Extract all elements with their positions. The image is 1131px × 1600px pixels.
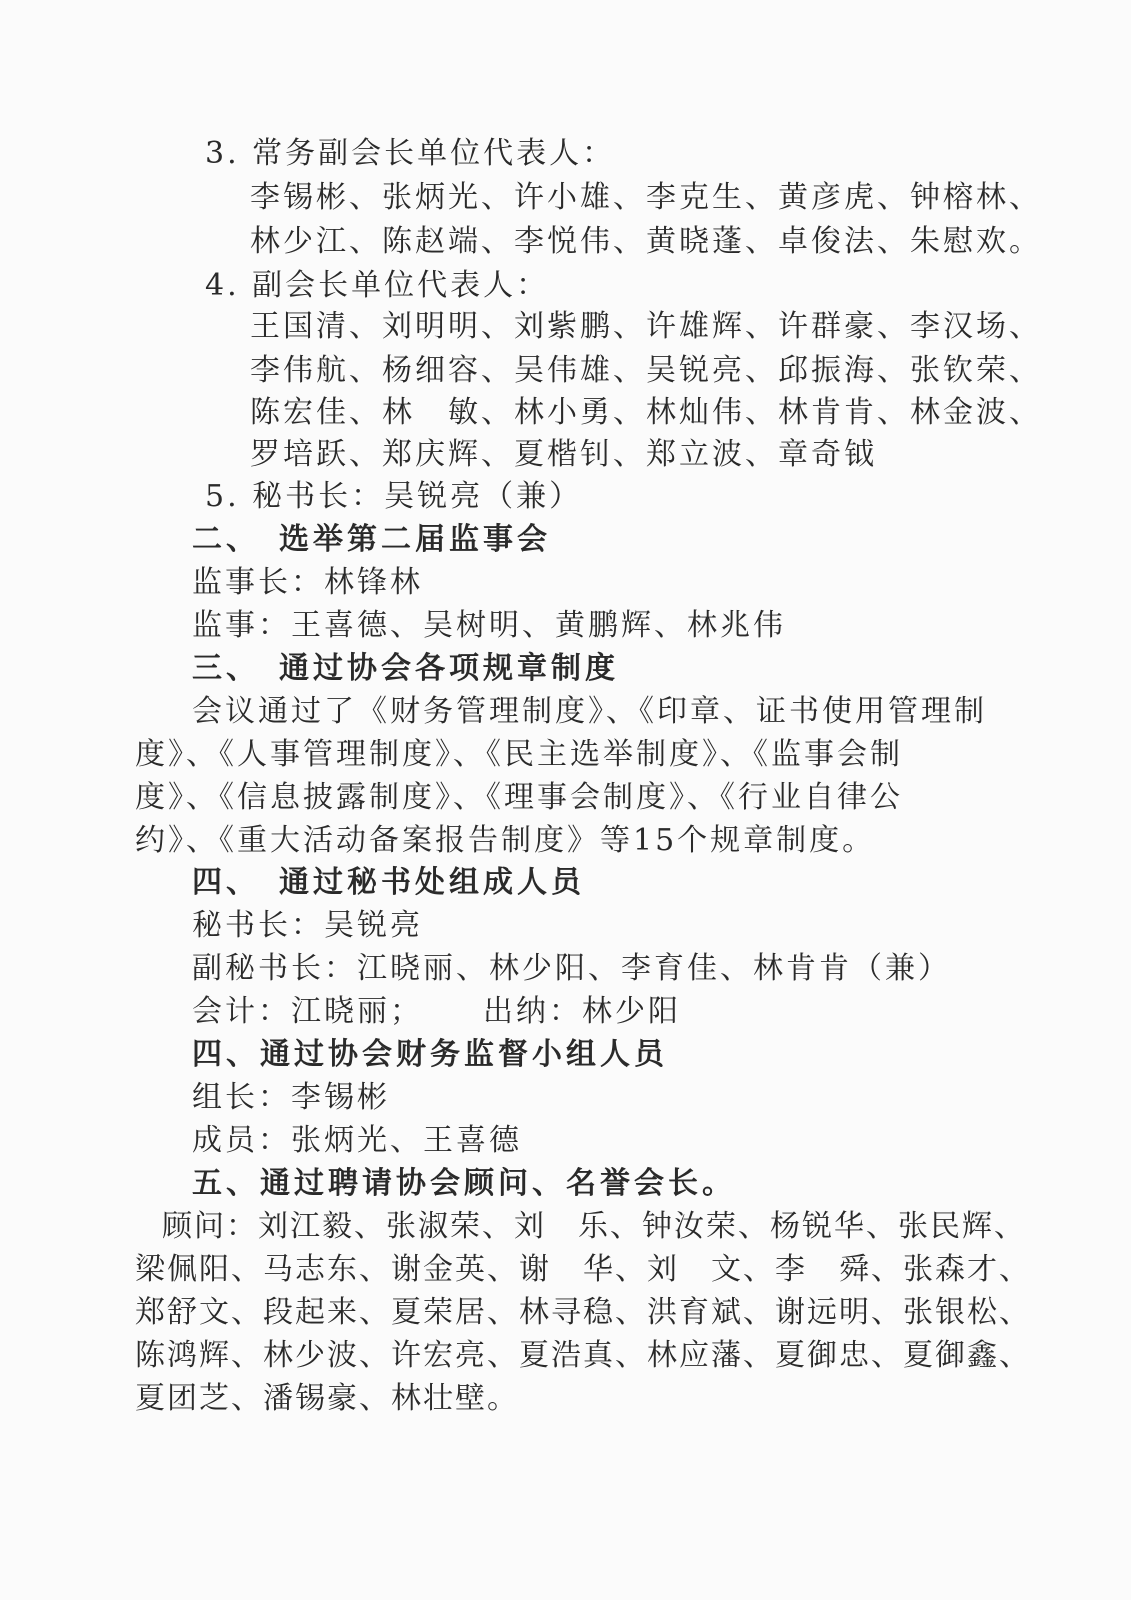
section-5-line: 5. 秘书长：吴锐亮（兼）	[205, 479, 583, 514]
name-list-line: 林少江、陈赵端、李悦伟、黄晓蓬、卓俊法、朱慰欢。	[250, 224, 1042, 259]
paragraph-line: 度》、《信息披露制度》、《理事会制度》、《行业自律公	[135, 780, 903, 815]
deputy-secretaries-line: 副秘书长：江晓丽、林少阳、李育佳、林肯肯（兼）	[192, 951, 951, 986]
group-members-line: 成员：张炳光、王喜德	[192, 1123, 522, 1158]
name-list-line: 陈宏佳、林 敏、林小勇、林灿伟、林肯肯、林金波、	[250, 395, 1042, 430]
section-title-regulations: 三、 通过协会各项规章制度	[192, 651, 619, 686]
section-4-heading: 4. 副会长单位代表人：	[205, 268, 550, 303]
accountant-text: 会计：江晓丽；	[192, 994, 423, 1029]
name-list-line: 李伟航、杨细容、吴伟雄、吴锐亮、邱振海、张钦荣、	[250, 353, 1042, 388]
section-title-supervisory-board: 二、 选举第二届监事会	[192, 522, 551, 557]
supervisor-chief-line: 监事长：林锋林	[192, 565, 423, 600]
section-3-heading: 3. 常务副会长单位代表人：	[205, 136, 616, 171]
advisor-list-line: 顾问：刘江毅、张淑荣、刘 乐、钟汝荣、杨锐华、张民辉、	[162, 1209, 1026, 1244]
section-title-secretariat: 四、 通过秘书处组成人员	[192, 865, 585, 900]
secretary-general-line: 秘书长：吴锐亮	[192, 908, 423, 943]
section-title-finance-supervision: 四、通过协会财务监督小组人员	[192, 1037, 668, 1072]
cashier-text: 出纳：林少阳	[483, 994, 681, 1029]
supervisors-line: 监事：王喜德、吴树明、黄鹏辉、林兆伟	[192, 608, 786, 643]
accounting-line	[192, 991, 681, 1033]
group-leader-line: 组长：李锡彬	[192, 1080, 390, 1115]
section-title-advisors: 五、通过聘请协会顾问、名誉会长。	[192, 1166, 736, 1201]
paragraph-line: 会议通过了《财务管理制度》、《印章、证书使用管理制	[192, 694, 987, 729]
advisor-list-line: 陈鸿辉、林少波、许宏亮、夏浩真、林应藩、夏御忠、夏御鑫、	[135, 1338, 1031, 1373]
paragraph-line: 约》、《重大活动备案报告制度》等15个规章制度。	[135, 823, 876, 858]
advisor-list-line: 郑舒文、段起来、夏荣居、林寻稳、洪育斌、谢远明、张银松、	[135, 1295, 1031, 1330]
name-list-line: 罗培跃、郑庆辉、夏楷钊、郑立波、章奇钺	[250, 437, 877, 472]
paragraph-line: 度》、《人事管理制度》、《民主选举制度》、《监事会制	[135, 737, 903, 772]
name-list-line: 王国清、刘明明、刘紫鹏、许雄辉、许群豪、李汉场、	[250, 309, 1042, 344]
advisor-list-line: 梁佩阳、马志东、谢金英、谢 华、刘 文、李 舜、张森才、	[135, 1252, 1031, 1287]
advisor-list-line: 夏团芝、潘锡豪、林壮壁。	[135, 1381, 519, 1416]
name-list-line: 李锡彬、张炳光、许小雄、李克生、黄彦虎、钟榕林、	[250, 180, 1042, 215]
